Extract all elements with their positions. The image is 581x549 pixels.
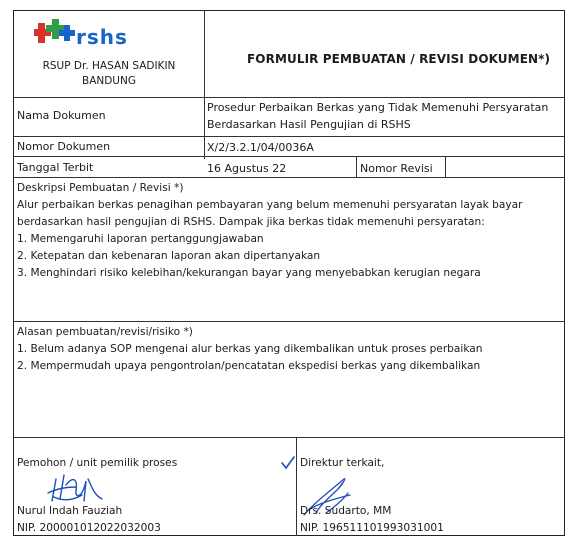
rule-4 bbox=[14, 177, 564, 178]
alasan-line-1: 1. Belum adanya SOP mengenai alur berkas yang dikembalikan untuk proses perbaikan bbox=[17, 343, 483, 355]
direktur-name: Drs. Sudarto, MM bbox=[300, 505, 392, 517]
hospital-name-line2: BANDUNG bbox=[81, 75, 136, 87]
deskripsi-line-3: 1. Memengaruhi laporan pertanggungjawaban bbox=[17, 233, 264, 245]
alasan-heading: Alasan pembuatan/revisi/risiko *) bbox=[17, 326, 193, 338]
deskripsi-line-4: 2. Ketepatan dan kebenaran laporan akan dipertanyakan bbox=[17, 250, 321, 262]
tick-mark-icon bbox=[280, 455, 296, 471]
rule-1 bbox=[14, 97, 564, 98]
hospital-name-line1: RSUP Dr. HASAN SADIKIN bbox=[42, 60, 176, 72]
document-form bbox=[13, 10, 565, 536]
pemohon-name: Nurul Indah Fauziah bbox=[17, 505, 123, 517]
revisi-divider-1 bbox=[356, 157, 357, 178]
deskripsi-line-2: berdasarkan hasil pengujian di RSHS. Dampak jika berkas tidak memenuhi persyaratan: bbox=[17, 216, 485, 228]
pemohon-nip: NIP. 200001012022032003 bbox=[17, 522, 161, 534]
rule-2 bbox=[14, 136, 564, 137]
tanggal-terbit-label: Tanggal Terbit bbox=[17, 161, 94, 174]
logo-wordmark: rshs bbox=[76, 25, 128, 49]
deskripsi-heading: Deskripsi Pembuatan / Revisi *) bbox=[17, 182, 184, 194]
signature-divider bbox=[296, 437, 297, 536]
nama-dokumen-label: Nama Dokumen bbox=[17, 109, 106, 122]
nama-dokumen-value-line2: Berdasarkan Hasil Pengujian di RSHS bbox=[207, 118, 411, 131]
rule-6 bbox=[14, 437, 564, 438]
nomor-dokumen-label: Nomor Dokumen bbox=[17, 140, 111, 153]
deskripsi-line-1: Alur perbaikan berkas penagihan pembayaran yang belum memenuhi persyaratan layak bayar bbox=[17, 199, 523, 211]
tanggal-terbit-value: 16 Agustus 22 bbox=[207, 162, 287, 175]
alasan-line-2: 2. Mempermudah upaya pengontrolan/pencatatan ekspedisi berkas yang dikembalikan bbox=[17, 360, 481, 372]
rule-3 bbox=[14, 156, 564, 157]
nomor-revisi-label: Nomor Revisi bbox=[360, 162, 433, 175]
nama-dokumen-value-line1: Prosedur Perbaikan Berkas yang Tidak Memenuhi Persyaratan bbox=[207, 101, 549, 114]
rule-5 bbox=[14, 321, 564, 322]
checkmark-icon bbox=[280, 455, 296, 471]
direktur-title: Direktur terkait, bbox=[300, 457, 385, 469]
form-title: FORMULIR PEMBUATAN / REVISI DOKUMEN*) bbox=[247, 52, 551, 66]
direktur-nip: NIP. 196511101993031001 bbox=[300, 522, 444, 534]
revisi-divider-2 bbox=[445, 157, 446, 178]
pemohon-title: Pemohon / unit pemilik proses bbox=[17, 457, 178, 469]
nomor-dokumen-value: X/2/3.2.1/04/0036A bbox=[207, 141, 314, 154]
deskripsi-line-5: 3. Menghindari risiko kelebihan/kekurangan bayar yang menyebabkan kerugian negara bbox=[17, 267, 481, 279]
signature-left-icon bbox=[42, 471, 112, 505]
pemohon-signature bbox=[42, 471, 112, 505]
